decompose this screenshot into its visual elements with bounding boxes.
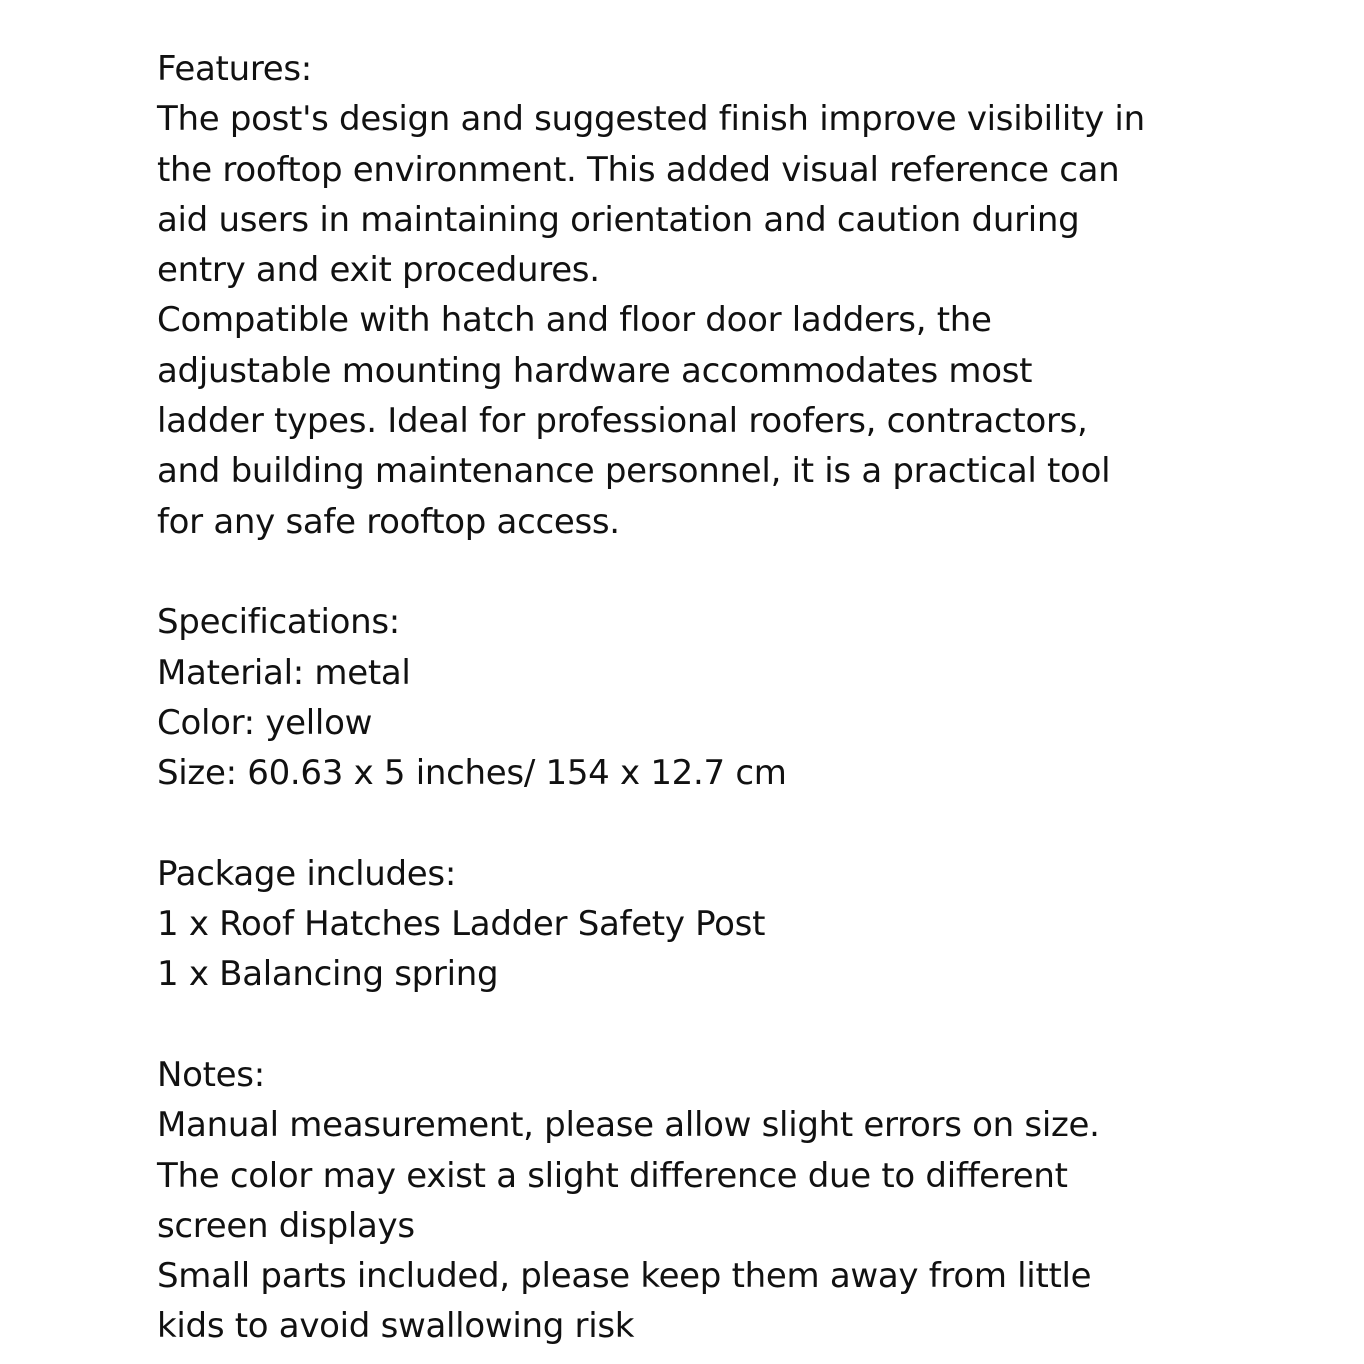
spacer [157, 547, 1257, 597]
features-line: The post's design and suggested finish improve visibility in [157, 99, 1145, 140]
package-section [157, 849, 1257, 1000]
notes-line: kids to avoid swallowing risk [157, 1306, 635, 1347]
specifications-heading: Specifications: [157, 602, 400, 643]
spacer [157, 798, 1257, 848]
spec-color: Color: yellow [157, 702, 373, 743]
specifications-section [157, 597, 1257, 798]
spec-size: Size: 60.63 x 5 inches/ 154 x 12.7 cm [157, 753, 787, 794]
features-heading: Features: [157, 49, 312, 89]
features-line: ladder types. Ideal for professional roofers, contractors, [157, 401, 1088, 442]
notes-line: The color may exist a slight difference due to different [157, 1155, 1068, 1196]
features-section [157, 44, 1257, 547]
features-line: adjustable mounting hardware accommodates most [157, 350, 1033, 391]
features-line: for any safe rooftop access. [157, 501, 620, 542]
notes-section [157, 1050, 1257, 1352]
package-item: 1 x Balancing spring [157, 954, 499, 995]
features-line: entry and exit procedures. [157, 250, 600, 291]
notes-heading: Notes: [157, 1054, 265, 1095]
features-line: the rooftop environment. This added visual reference can [157, 149, 1120, 190]
features-line: Compatible with hatch and floor door ladders, the [157, 300, 992, 341]
notes-line: screen displays [157, 1205, 415, 1246]
product-description [157, 44, 1257, 1352]
notes-line: Small parts included, please keep them away from little [157, 1256, 1092, 1297]
package-heading: Package includes: [157, 853, 456, 894]
spec-material: Material: metal [157, 652, 411, 693]
notes-line: Manual measurement, please allow slight errors on size. [157, 1105, 1100, 1146]
features-line: and building maintenance personnel, it is a practical tool [157, 451, 1111, 492]
spacer [157, 1000, 1257, 1050]
features-line: aid users in maintaining orientation and caution during [157, 199, 1080, 240]
package-item: 1 x Roof Hatches Ladder Safety Post [157, 904, 766, 945]
